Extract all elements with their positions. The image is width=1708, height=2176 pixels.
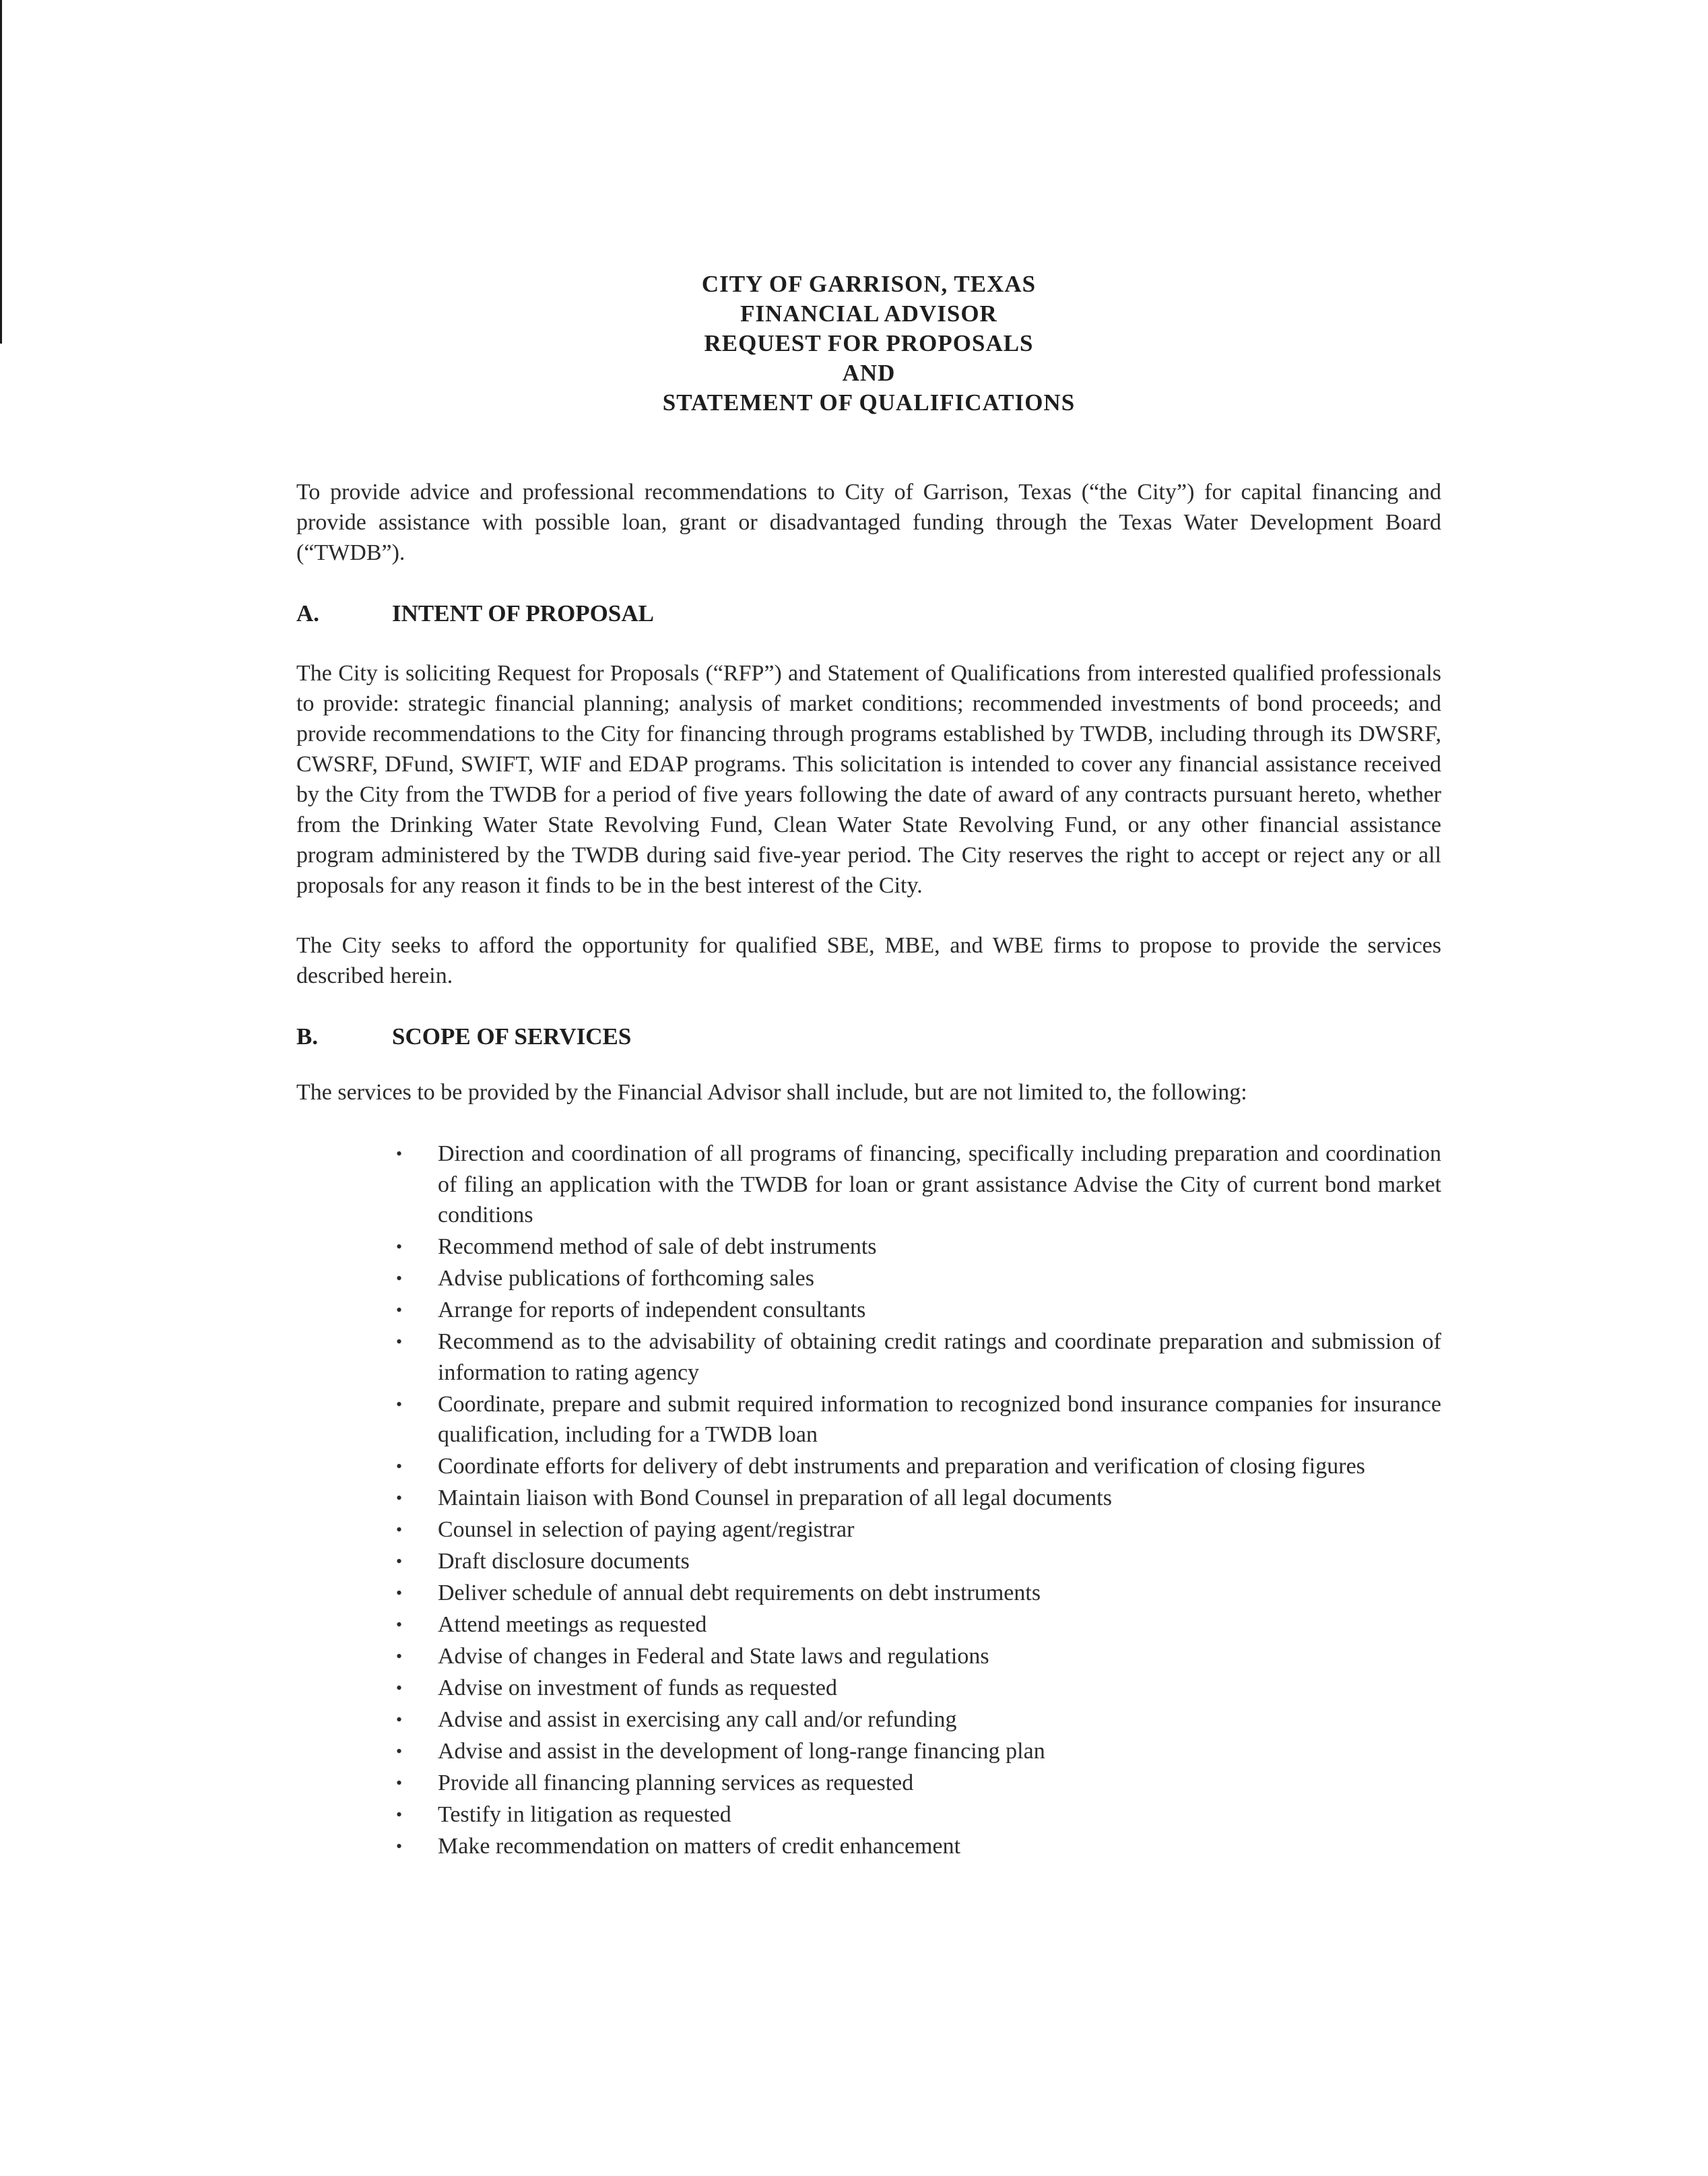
document-page [296,269,1441,1863]
list-item [396,1231,1441,1262]
list-item-text: Coordinate efforts for delivery of debt instruments and preparation and verification of closing figures [438,1454,1365,1479]
list-item-text: Provide all financing planning services as requested [438,1770,914,1795]
list-item [396,1831,1441,1862]
list-item [396,1263,1441,1294]
bullet-icon: • [396,1805,403,1824]
services-list [296,1139,1441,1862]
document-title [296,269,1441,418]
list-item-text: Arrange for reports of independent consultants [438,1298,866,1322]
list-item [396,1483,1441,1514]
section-letter: B. [296,1023,319,1050]
list-item [396,1514,1441,1545]
bullet-icon: • [396,1237,403,1256]
section-b-heading [296,1021,1441,1052]
bullet-icon: • [396,1551,403,1571]
list-item-text: Attend meetings as requested [438,1612,707,1637]
bullet-icon: • [396,1488,403,1508]
opportunity-paragraph: The City seeks to afford the opportunity for qualified SBE, MBE, and WBE firms to propose to provide the services described herein. [296,933,1441,988]
scan-edge-mark [0,0,2,344]
title-line: STATEMENT OF QUALIFICATIONS [662,389,1076,416]
bullet-icon: • [396,1646,403,1666]
bullet-icon: • [396,1583,403,1603]
list-item-text: Advise publications of forthcoming sales [438,1266,815,1291]
bullet-icon: • [396,1741,403,1761]
list-item-text: Maintain liaison with Bond Counsel in preparation of all legal documents [438,1485,1112,1510]
title-line: AND [842,360,896,386]
list-item-text: Advise on investment of funds as requested [438,1675,837,1700]
bullet-icon: • [396,1836,403,1856]
list-item-text: Deliver schedule of annual debt requirements on debt instruments [438,1580,1041,1605]
list-item [396,1139,1441,1231]
section-title: INTENT OF PROPOSAL [392,600,654,627]
list-item [396,1326,1441,1388]
bullet-icon: • [396,1332,403,1351]
list-item-text: Advise and assist in exercising any call and/or refunding [438,1707,957,1732]
section-title: SCOPE OF SERVICES [392,1023,632,1050]
list-item-text: Testify in litigation as requested [438,1802,731,1827]
list-item-text: Recommend as to the advisability of obtaining credit ratings and coordinate preparation and submission of information to rating agency [438,1329,1441,1385]
intent-paragraph: The City is soliciting Request for Proposals (“RFP”) and Statement of Qualifications from interested qualified professionals to provide: strategic financial planning; analysis of market conditions; recommended investments of bond proceeds; and provide recommendations to the City for financing through programs established by TWDB, including through its DWSRF, CWSRF, DFund, SWIFT, WIF and EDAP programs. This solicitation is intended to cover any financial assistance received by the City from the TWDB for a period of five years following the date of award of any contracts pursuant hereto, whether from the Drinking Water State Revolving Fund, Clean Water State Revolving Fund, or any other financial assistance program administered by the TWDB during said five-year period. The City reserves the right to accept or reject any or all proposals for any reason it finds to be in the best interest of the City. [296,661,1441,898]
list-item [396,1704,1441,1735]
title-line: FINANCIAL ADVISOR [740,300,997,327]
list-item [396,1641,1441,1672]
bullet-icon: • [396,1710,403,1729]
bullet-icon: • [396,1269,403,1288]
bullet-icon: • [396,1394,403,1414]
bullet-icon: • [396,1457,403,1476]
bullet-icon: • [396,1300,403,1320]
bullet-icon: • [396,1520,403,1539]
list-item-text: Direction and coordination of all programs of financing, specifically including preparation and coordination of filing an application with the TWDB for loan or grant assistance Advise the City of current bond market conditions [438,1141,1441,1227]
bullet-icon: • [396,1615,403,1634]
section-a-heading [296,598,1441,629]
list-item [396,1546,1441,1577]
list-item [396,1389,1441,1450]
bullet-icon: • [396,1144,403,1163]
scope-lead-in: The services to be provided by the Financial Advisor shall include, but are not limited to, the following: [296,1080,1247,1105]
list-item [396,1451,1441,1482]
bullet-icon: • [396,1773,403,1793]
title-line: REQUEST FOR PROPOSALS [704,330,1034,356]
list-item [396,1673,1441,1704]
intro-paragraph: To provide advice and professional recommendations to City of Garrison, Texas (“the City”) for capital financing and provide assistance with possible loan, grant or disadvantaged funding through the Texas Water Development Board (“TWDB”). [296,480,1441,565]
list-item [396,1578,1441,1609]
list-item [396,1609,1441,1640]
list-item-text: Counsel in selection of paying agent/registrar [438,1517,855,1542]
list-item [396,1799,1441,1830]
title-line: CITY OF GARRISON, TEXAS [701,271,1037,297]
list-item [396,1736,1441,1767]
list-item-text: Advise and assist in the development of long-range financing plan [438,1739,1045,1764]
section-letter: A. [296,600,320,627]
list-item [396,1768,1441,1799]
list-item [396,1295,1441,1326]
list-item-text: Draft disclosure documents [438,1549,690,1574]
list-item-text: Recommend method of sale of debt instruments [438,1234,877,1259]
list-item-text: Advise of changes in Federal and State laws and regulations [438,1644,989,1669]
list-item-text: Coordinate, prepare and submit required information to recognized bond insurance companies for insurance qualification, including for a TWDB loan [438,1391,1441,1447]
bullet-icon: • [396,1678,403,1698]
list-item-text: Make recommendation on matters of credit enhancement [438,1834,961,1859]
